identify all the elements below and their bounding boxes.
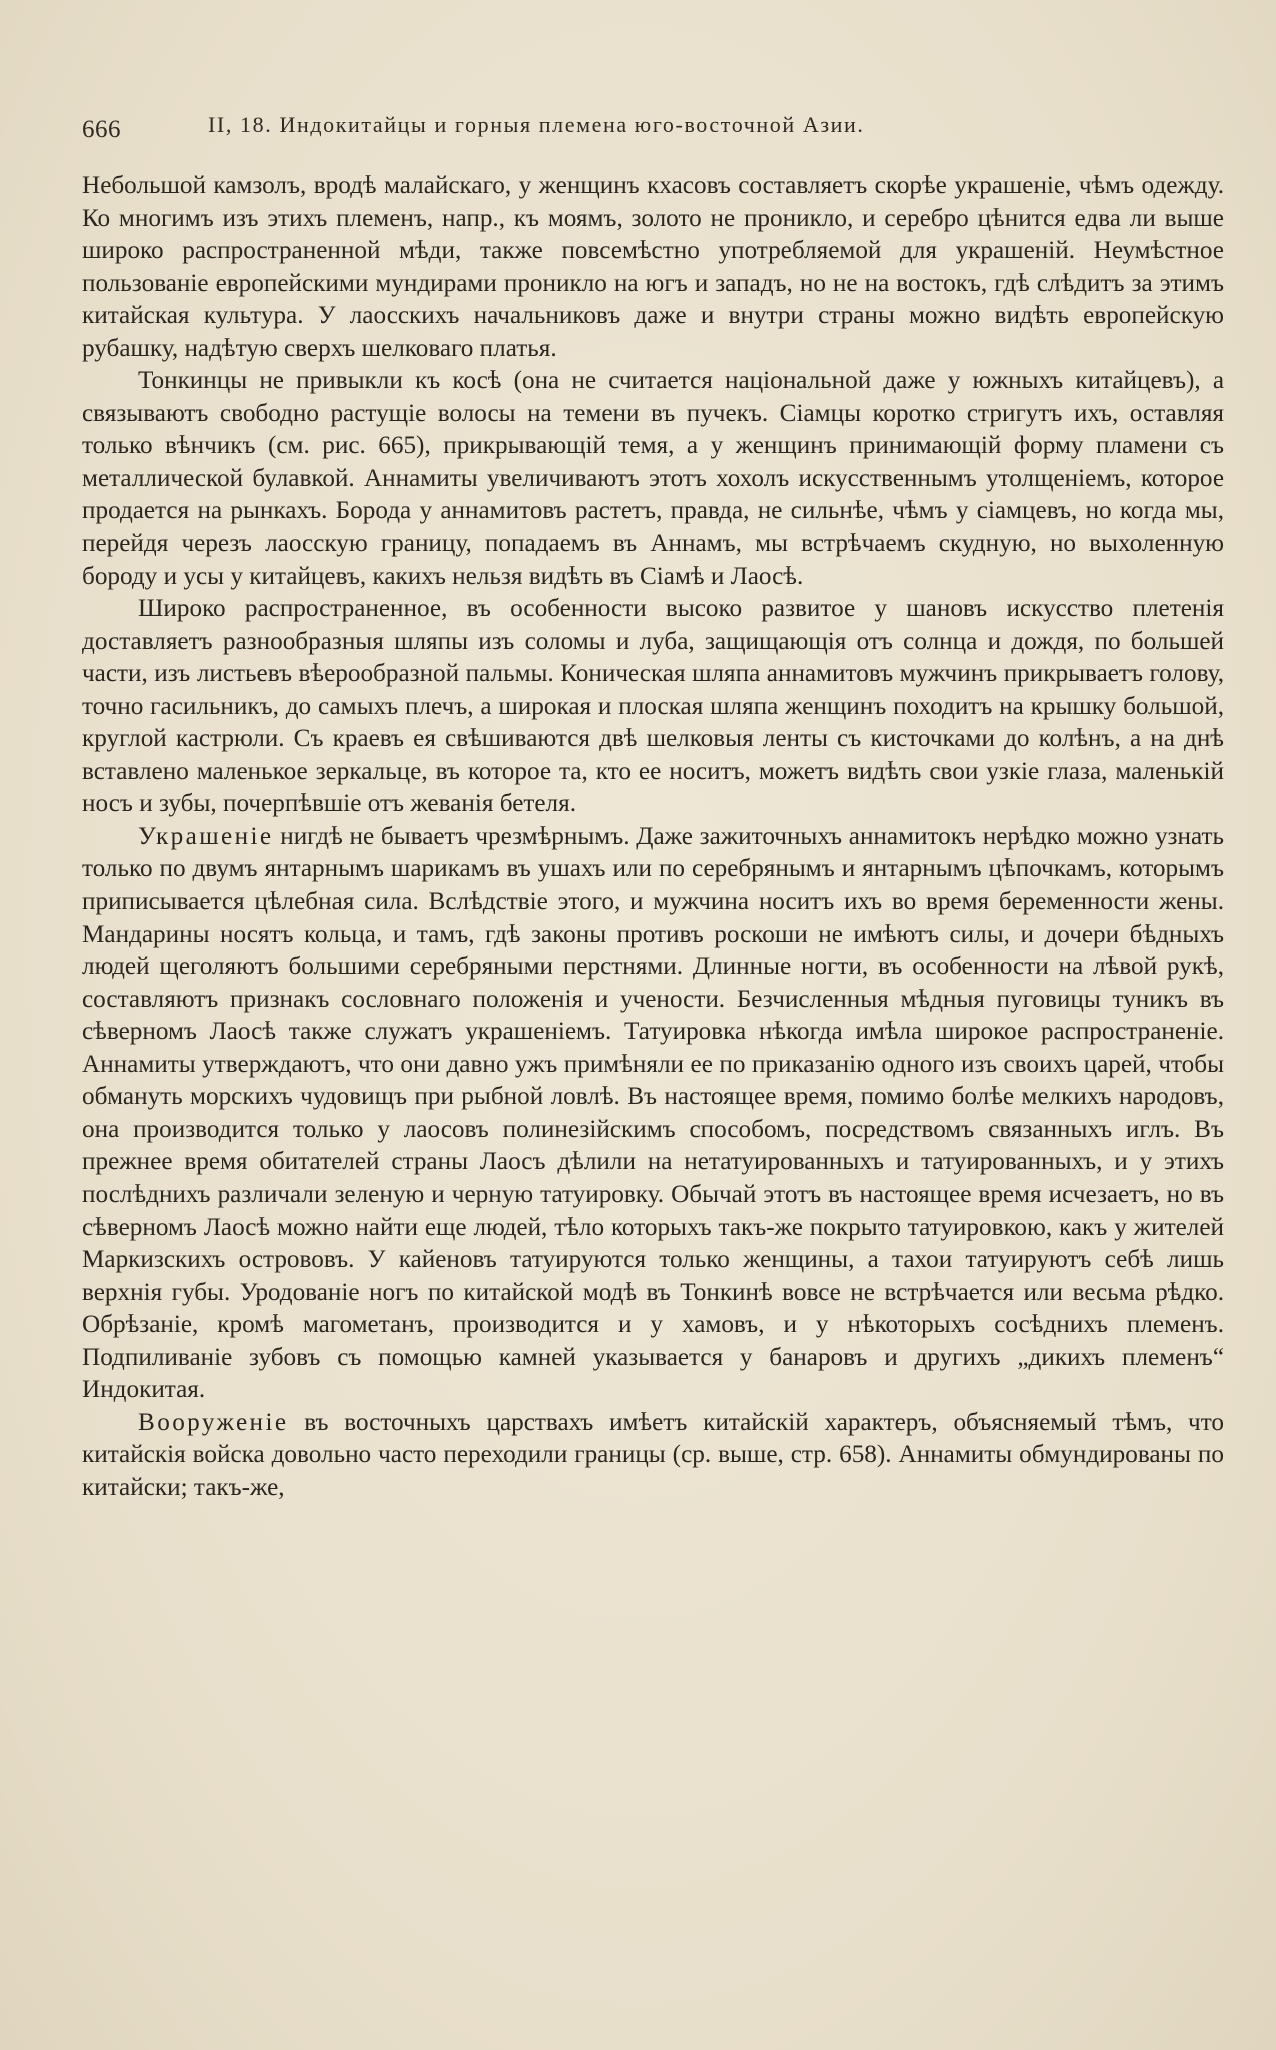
paragraph-5-lead: Вооруженіе <box>138 1408 289 1436</box>
paragraph-4-lead: Украшеніе <box>138 822 274 850</box>
body-text <box>82 170 1224 1504</box>
paragraph-5 <box>82 1407 1224 1505</box>
paragraph-4 <box>82 821 1224 1407</box>
paragraph-1 <box>82 170 1224 365</box>
paragraph-5-text: въ восточныхъ царствахъ имѣетъ китайскій характеръ, объясняемый тѣмъ, что китайскія войска довольно часто переходили границы (ср. выше, стр. 658). Аннамиты обмундированы по китайски; такъ-же, <box>82 1408 1224 1501</box>
paragraph-1-text: Небольшой камзолъ, вродѣ малайскаго, у женщинъ кхасовъ составляетъ скорѣе украшеніе, чѣмъ одежду. Ко многимъ изъ этихъ племенъ, напр., къ моямъ, золото не проникло, и серебро цѣнится едва ли выше широко распространенной мѣди, также повсемѣстно употребляемой для украшеній. Неумѣстное пользованіе европейскими мундирами проникло на югъ и западъ, но не на востокъ, гдѣ слѣдитъ за этимъ китайская культура. У лаосскихъ начальниковъ даже и внутри страны можно видѣть европейскую рубашку, надѣтую сверхъ шелковаго платья. <box>82 172 1224 362</box>
paragraph-4-text: нигдѣ не бываетъ чрезмѣрнымъ. Даже зажиточныхъ аннамитокъ нерѣдко можно узнать только по двумъ янтарнымъ шарикамъ въ ушахъ или по серебрянымъ и янтарнымъ цѣпочкамъ, которымъ приписывается цѣлебная сила. Вслѣдствіе этого, и мужчина носитъ ихъ во время беременности жены. Мандарины носятъ кольца, и тамъ, гдѣ законы противъ роскоши не имѣютъ силы, и дочери бѣдныхъ людей щеголяютъ большими серебряными перстнями. Длинные ногти, въ особенности на лѣвой рукѣ, составляютъ признакъ сословнаго положенія и учености. Безчисленныя мѣдныя пуговицы туникъ въ сѣверномъ Лаосѣ также служатъ украшеніемъ. Татуировка нѣкогда имѣла широкое распространеніе. Аннамиты утверждаютъ, что они давно ужъ примѣняли ее по приказанію одного изъ своихъ царей, чтобы обмануть морскихъ чудовищъ при рыбной ловлѣ. Въ настоящее время, помимо болѣе мелкихъ народовъ, она производится только у лаосовъ полинезійскимъ способомъ, посредствомъ связанныхъ иглъ. Въ прежнее время обитателей страны Лаосъ дѣлили на нетатуированныхъ и татуированныхъ, и у этихъ послѣднихъ различали зеленую и черную татуировку. Обычай этотъ въ настоящее время исчезаетъ, но въ сѣверномъ Лаосѣ можно найти еще людей, тѣло которыхъ такъ-же покрыто татуировкою, какъ у жителей Маркизскихъ острововъ. У кайеновъ татуируются только женщины, а тахои татуируютъ себѣ лишь верхнія губы. Уродованіе ногъ по китайской модѣ въ Тонкинѣ вовсе не встрѣчается или весьма рѣдко. Обрѣзаніе, кромѣ магометанъ, производится и у хамовъ, и у нѣкоторыхъ сосѣднихъ племенъ. Подпиливаніе зубовъ съ помощью камней указывается у банаровъ и другихъ „дикихъ племенъ“ Индокитая. <box>82 822 1224 1404</box>
page-header <box>82 110 1202 146</box>
running-head: II, 18. Индокитайцы и горныя племена юго-восточной Азии. <box>208 112 865 137</box>
paragraph-3-text: Широко распространенное, въ особенности высоко развитое у шановъ искусство плетенія доставляетъ разнообразныя шляпы изъ соломы и луба, защищающія отъ солнца и дождя, по большей части, изъ листьевъ вѣерообразной пальмы. Коническая шляпа аннамитовъ мужчинъ прикрываетъ голову, точно гасильникъ, до самыхъ плечъ, а широкая и плоская шляпа женщинъ походитъ на крышку большой, круглой кастрюли. Съ краевъ ея свѣшиваются двѣ шелковыя ленты съ кисточками до колѣнъ, а на днѣ вставлено маленькое зеркальце, въ которое та, кто ее носитъ, можетъ видѣть свои узкіе глаза, маленькій носъ и зубы, почерпѣвшіе отъ жеванія бетеля. <box>82 595 1224 818</box>
paragraph-2-text: Тонкинцы не привыкли къ косѣ (она не считается національной даже у южныхъ китайцевъ), а связываютъ свободно растущіе волосы на темени въ пучекъ. Сіамцы коротко стригутъ ихъ, оставляя только вѣнчикъ (см. рис. 665), прикрывающій темя, а у женщинъ принимающій форму пламени съ металлической булавкой. Аннамиты увеличиваютъ этотъ хохолъ искусственнымъ утолщеніемъ, которое продается на рынкахъ. Борода у аннамитовъ растетъ, правда, не сильнѣе, чѣмъ у сіамцевъ, но когда мы, перейдя черезъ лаосскую границу, попадаемъ въ Аннамъ, мы встрѣчаемъ скудную, но выхоленную бороду и усы у китайцевъ, какихъ нельзя видѣть въ Сіамѣ и Лаосѣ. <box>82 367 1224 590</box>
paragraph-2 <box>82 365 1224 593</box>
page-number: 666 <box>82 116 121 143</box>
paragraph-3 <box>82 593 1224 821</box>
